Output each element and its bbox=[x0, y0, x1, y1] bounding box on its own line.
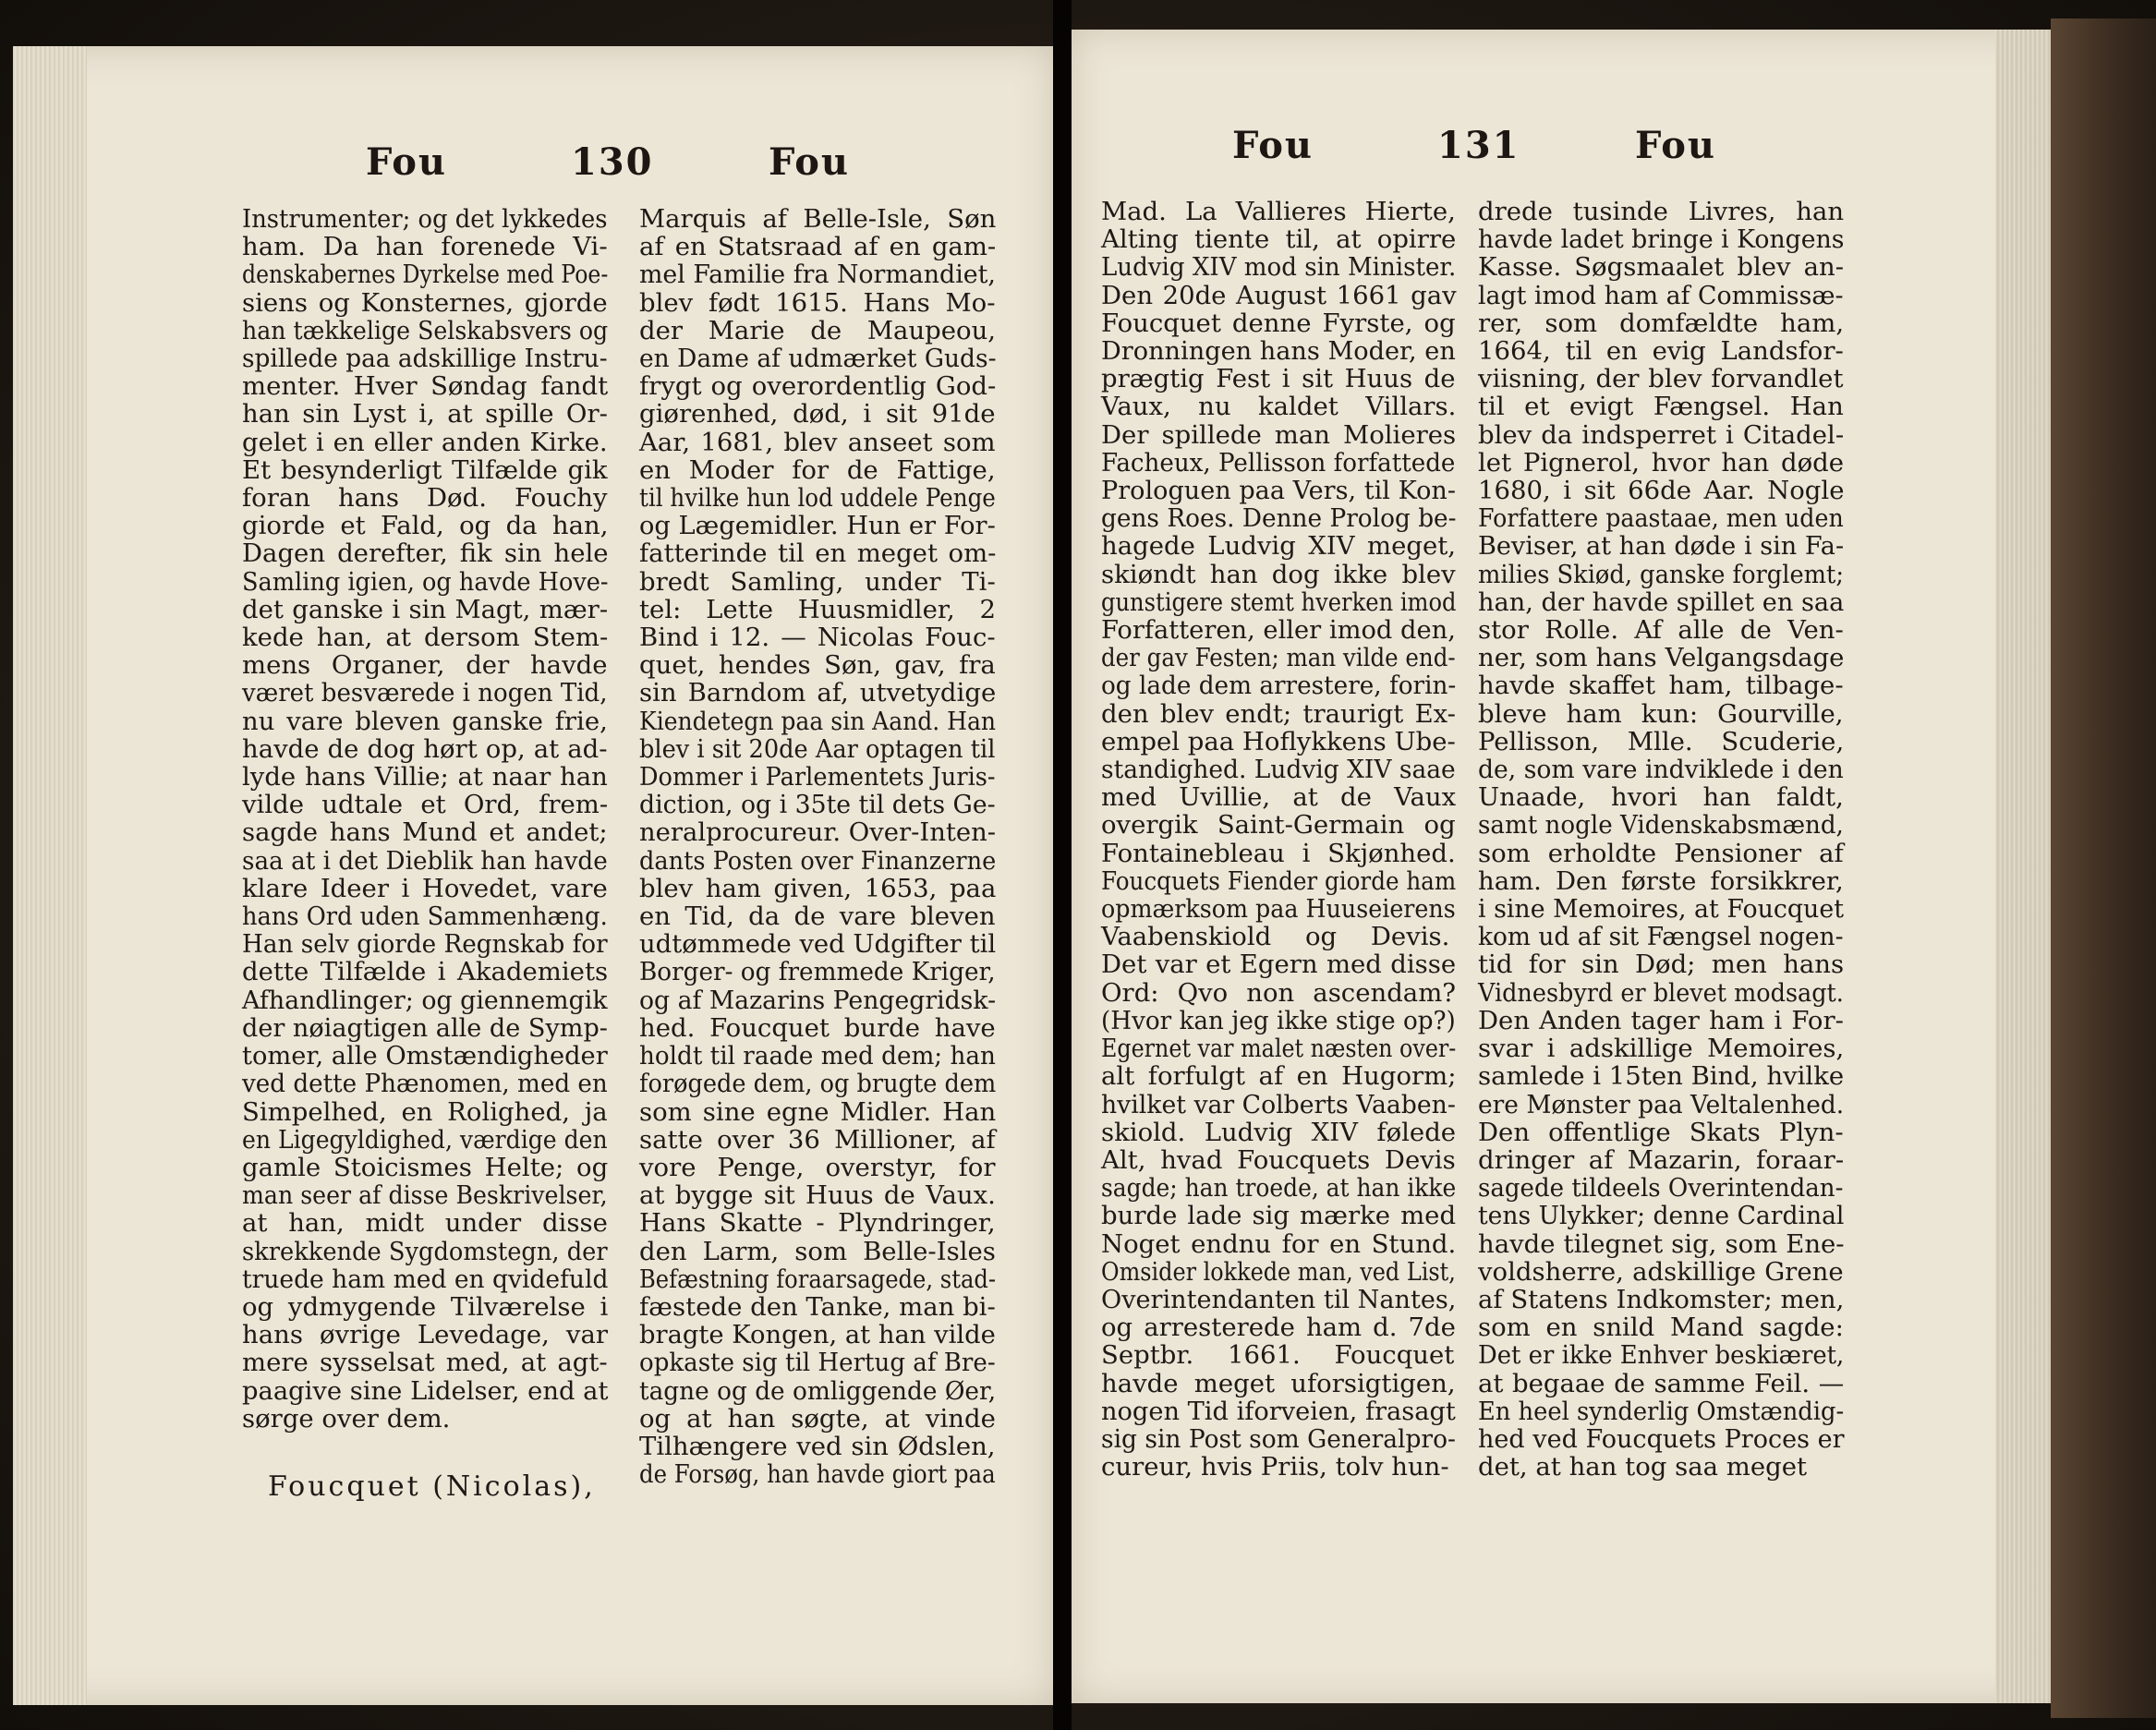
text-line: Borger- og fremmede Kriger, bbox=[639, 957, 996, 987]
text-line: gelet i en eller anden Kirke. bbox=[242, 427, 608, 457]
text-line: ham. Den første forsikkrer, bbox=[1478, 865, 1844, 896]
book-cover-edge bbox=[2051, 18, 2156, 1718]
text-line: blev født 1615. Hans Mo- bbox=[639, 287, 996, 318]
entry-heading-foucquet: Foucquet (Nicolas), bbox=[268, 1470, 596, 1503]
text-line: gamle Stoicismes Helte; og bbox=[242, 1152, 609, 1182]
text-line: kede han, at dersom Stem- bbox=[242, 623, 609, 653]
text-line: med Uvillie, at de Vaux bbox=[1101, 782, 1457, 813]
text-line: Vidnesbyrd er blevet modsagt. bbox=[1478, 977, 1844, 1008]
text-line: Septbr. 1661. Foucquet bbox=[1101, 1340, 1455, 1371]
text-line: dringer af Mazarin, foraar- bbox=[1478, 1144, 1845, 1175]
text-line: tomer, alle Omstændigheder bbox=[242, 1041, 608, 1071]
text-line: som sine egne Midler. Han bbox=[639, 1096, 997, 1127]
text-line: havde meget uforsigtigen, bbox=[1101, 1368, 1456, 1398]
text-line: Beviser, at han døde i sin Fa- bbox=[1478, 531, 1845, 562]
text-line: og lade dem arrestere, forin- bbox=[1101, 671, 1457, 701]
text-line: Samling igien, og havde Hove- bbox=[242, 566, 609, 597]
text-line: lagt imod ham af Commissæ- bbox=[1478, 280, 1844, 310]
text-line: ere Mønster paa Veltalenhed. bbox=[1478, 1089, 1845, 1119]
text-line: opkaste sig til Hertug af Bre- bbox=[639, 1348, 996, 1378]
text-line: Aar, 1681, blev anseet som bbox=[639, 427, 996, 457]
text-line: Det er ikke Enhver beskiæret, bbox=[1478, 1340, 1845, 1371]
text-line: Simpelhed, en Rolighed, ja bbox=[242, 1096, 608, 1127]
text-line: Facheux, Pellisson forfattede bbox=[1101, 447, 1456, 478]
text-line: og Lægemidler. Hun er For- bbox=[639, 511, 996, 541]
text-line: drede tusinde Livres, han bbox=[1478, 197, 1845, 226]
text-line: hed ved Foucquets Proces er bbox=[1478, 1423, 1845, 1454]
right-header-right: Fou bbox=[1635, 124, 1716, 167]
text-line: Hans Skatte - Plyndringer, bbox=[639, 1208, 996, 1239]
text-line: sørge over dem. bbox=[242, 1403, 451, 1434]
text-line: dants Posten over Finanzerne bbox=[639, 845, 997, 876]
left-page-column-2 bbox=[639, 205, 996, 1488]
text-line: Den 20de August 1661 gav bbox=[1101, 280, 1457, 310]
text-line: Ord: Qvo non ascendam? bbox=[1101, 977, 1457, 1008]
text-line: Kiendetegn paa sin Aand. Han bbox=[639, 706, 997, 736]
text-line: Unaade, hvori han faldt, bbox=[1478, 782, 1844, 813]
text-line: Den Anden tager ham i For- bbox=[1478, 1005, 1844, 1035]
text-line: cureur, hvis Priis, tolv hun- bbox=[1101, 1452, 1449, 1482]
text-line: vilde udtale et Ord, frem- bbox=[242, 790, 609, 820]
right-header-left: Fou bbox=[1232, 124, 1314, 167]
text-line: bragte Kongen, at han vilde bbox=[639, 1320, 996, 1350]
text-line: Afhandlinger; og giennemgik bbox=[242, 985, 608, 1015]
text-line: Han selv giorde Regnskab for bbox=[242, 929, 608, 960]
text-line: 1664, til en evig Landsfor- bbox=[1478, 336, 1844, 367]
text-line: En heel synderlig Omstændig- bbox=[1478, 1396, 1845, 1426]
text-line: Bind i 12. — Nicolas Fouc- bbox=[639, 623, 996, 653]
text-line: af Statens Indkomster; men, bbox=[1478, 1284, 1845, 1314]
text-line: (Hvor kan jeg ikke stige op?) bbox=[1101, 1005, 1456, 1035]
text-line: nogen Tid iforveien, frasagt bbox=[1101, 1396, 1456, 1426]
text-line: man seer af disse Beskrivelser, bbox=[242, 1180, 608, 1211]
text-line: at bygge sit Huus de Vaux. bbox=[639, 1180, 996, 1211]
text-line: der Marie de Maupeou, bbox=[639, 315, 997, 345]
text-line: tel: Lette Huusmidler, 2 bbox=[639, 594, 996, 624]
text-line: Forfatteren, eller imod den, bbox=[1101, 615, 1456, 646]
text-line: han tækkelige Selskabsvers og bbox=[242, 315, 609, 345]
text-line: Der spillede man Molieres bbox=[1101, 419, 1457, 450]
text-line: Vaabenskiold og Devis. bbox=[1101, 922, 1450, 952]
left-header-left: Fou bbox=[366, 140, 447, 184]
text-line: voldsherre, adskillige Grene bbox=[1478, 1256, 1844, 1287]
text-line: Marquis af Belle-Isle, Søn bbox=[639, 204, 997, 234]
left-page-edges bbox=[13, 46, 87, 1705]
text-line: truede ham med en qvidefuld bbox=[242, 1264, 609, 1294]
text-line: havde ladet bringe i Kongens bbox=[1478, 224, 1845, 255]
text-line: dette Tilfælde i Akademiets bbox=[242, 957, 609, 987]
text-line: vore Penge, overstyr, for bbox=[639, 1152, 996, 1182]
text-line: giørenhed, død, i sit 91de bbox=[639, 399, 996, 429]
text-line: burde lade sig mærke med bbox=[1101, 1201, 1457, 1231]
text-line: Foucquet denne Fyrste, og bbox=[1101, 308, 1456, 338]
text-line: at han, midt under disse bbox=[242, 1208, 608, 1239]
text-line: overgik Saint-Germain og bbox=[1101, 810, 1456, 841]
text-line: han sin Lyst i, at spille Or- bbox=[242, 399, 608, 429]
text-line: Alting tiente til, at opirre bbox=[1101, 224, 1457, 255]
text-line: quet, hendes Søn, gav, fra bbox=[639, 650, 996, 681]
text-line: empel paa Hoflykkens Ube- bbox=[1101, 726, 1456, 756]
text-line: den blev endt; traurigt Ex- bbox=[1101, 698, 1456, 729]
text-line: kom ud af sit Fængsel nogen- bbox=[1478, 922, 1844, 952]
text-line: Pellisson, Mlle. Scuderie, bbox=[1478, 726, 1845, 756]
text-line: let Pignerol, hvor han døde bbox=[1478, 447, 1845, 478]
text-line: bredt Samling, under Ti- bbox=[639, 566, 996, 597]
text-line: menter. Hver Søndag fandt bbox=[242, 371, 609, 402]
text-line: siens og Konsternes, gjorde bbox=[242, 287, 608, 318]
text-line: rer, som domfældte ham, bbox=[1478, 308, 1845, 338]
text-line: tagne og de omliggende Øer, bbox=[639, 1375, 997, 1406]
text-line: skiold. Ludvig XIV følede bbox=[1101, 1117, 1457, 1147]
text-line: hvilket var Colberts Vaaben- bbox=[1101, 1089, 1456, 1119]
text-line: Overintendanten til Nantes, bbox=[1101, 1284, 1457, 1314]
text-line: udtømmede ved Udgifter til bbox=[639, 929, 997, 960]
text-line: tid for sin Død; men hans bbox=[1478, 950, 1845, 980]
text-line: hed. Foucquet burde have bbox=[639, 1012, 996, 1043]
text-line: og ydmygende Tilværelse i bbox=[242, 1291, 609, 1322]
text-line: mere sysselsat med, at agt- bbox=[242, 1348, 608, 1378]
text-line: Alt, hvad Foucquets Devis bbox=[1101, 1144, 1456, 1175]
text-line: sig sin Post som Generalpro- bbox=[1101, 1423, 1456, 1454]
text-line: Et besynderligt Tilfælde gik bbox=[242, 454, 608, 485]
text-line: til et evigt Fængsel. Han bbox=[1478, 392, 1844, 422]
text-line: Det var et Egern med disse bbox=[1101, 950, 1457, 980]
text-line: Instrumenter; og det lykkedes bbox=[242, 204, 608, 234]
text-line: giorde et Fald, og da han, bbox=[242, 511, 609, 541]
text-line: Dagen derefter, fik sin hele bbox=[242, 538, 609, 569]
right-page-column-1 bbox=[1101, 198, 1456, 1481]
text-line: en Dame af udmærket Guds- bbox=[639, 344, 997, 374]
text-line: saa at i det Dieblik han havde bbox=[242, 845, 608, 876]
text-line: havde tilegnet sig, som Ene- bbox=[1478, 1228, 1845, 1259]
left-page-number: 130 bbox=[571, 140, 654, 184]
text-line: været besværede i nogen Tid, bbox=[242, 678, 608, 708]
text-line: at begaae de samme Feil. — bbox=[1478, 1368, 1845, 1398]
text-line: blev ham given, 1653, paa bbox=[639, 873, 997, 903]
right-page-column-2 bbox=[1478, 198, 1844, 1481]
text-line: gens Roes. Denne Prolog be- bbox=[1101, 503, 1457, 534]
text-line: fatterinde til en meget om- bbox=[639, 538, 997, 569]
text-line: Befæstning foraarsagede, stad- bbox=[639, 1264, 997, 1294]
text-line: der gav Festen; man vilde end- bbox=[1101, 643, 1456, 673]
text-line: Tilhængere ved sin Ødslen, bbox=[639, 1431, 996, 1461]
text-line: sagde; han troede, at han ikke bbox=[1101, 1173, 1457, 1204]
text-line: i sine Memoires, at Foucquet bbox=[1478, 894, 1844, 925]
text-line: sagde hans Mund et andet; bbox=[242, 817, 608, 848]
text-line: Omsider lokkede man, ved List, bbox=[1101, 1256, 1456, 1287]
text-line: hans øvrige Levedage, var bbox=[242, 1320, 609, 1350]
text-line: der nøiagtigen alle de Symp- bbox=[242, 1012, 608, 1043]
text-line: Vaux, nu kaldet Villars. bbox=[1101, 392, 1457, 422]
text-line: satte over 36 Millioner, af bbox=[639, 1124, 996, 1155]
text-line: opmærksom paa Huuseierens bbox=[1101, 894, 1456, 925]
text-line: hans Ord uden Sammenhæng. bbox=[242, 901, 608, 932]
text-line: af en Statsraad af en gam- bbox=[639, 232, 997, 262]
text-line: svar i adskillige Memoires, bbox=[1478, 1034, 1845, 1064]
text-line: lyde hans Villie; at naar han bbox=[242, 762, 608, 792]
text-line: ved dette Phænomen, med en bbox=[242, 1069, 608, 1099]
text-line: en Ligegyldighed, værdige den bbox=[242, 1124, 608, 1155]
text-line: og arresterede ham d. 7de bbox=[1101, 1313, 1456, 1343]
text-line: skrekkende Sygdomstegn, der bbox=[242, 1236, 608, 1266]
text-line: som erholdte Pensioner af bbox=[1478, 838, 1844, 868]
text-line: som en snild Mand sagde: bbox=[1478, 1313, 1844, 1343]
text-line: havde skaffet ham, tilbage- bbox=[1478, 671, 1844, 701]
text-line: det ganske i sin Magt, mær- bbox=[242, 594, 609, 624]
text-line: sin Barndom af, utvetydige bbox=[639, 678, 997, 708]
left-page-column-1 bbox=[242, 205, 608, 1433]
text-line: det, at han tog saa meget bbox=[1478, 1452, 1808, 1482]
text-line: tens Ulykker; denne Cardinal bbox=[1478, 1201, 1845, 1231]
text-line: ham. Da han forenede Vi- bbox=[242, 232, 608, 262]
text-line: 1680, i sit 66de Aar. Nogle bbox=[1478, 476, 1845, 506]
text-line: Fontainebleau i Skjønhed. bbox=[1101, 838, 1456, 868]
text-line: han, der havde spillet en saa bbox=[1478, 587, 1845, 617]
text-line: gunstigere stemt hverken imod bbox=[1101, 587, 1457, 617]
text-line: hagede Ludvig XIV meget, bbox=[1101, 531, 1457, 562]
text-line: viisning, der blev forvandlet bbox=[1478, 364, 1844, 394]
text-line: holdt til raade med dem; han bbox=[639, 1041, 996, 1071]
text-line: klare Ideer i Hovedet, vare bbox=[242, 873, 608, 903]
text-line: Dommer i Parlementets Juris- bbox=[639, 762, 996, 792]
text-line: havde de dog hørt op, at ad- bbox=[242, 733, 608, 764]
text-line: blev da indsperret i Citadel- bbox=[1478, 419, 1845, 450]
text-line: Egernet var malet næsten over- bbox=[1101, 1034, 1457, 1064]
text-line: mel Familie fra Normandiet, bbox=[639, 260, 996, 290]
text-line: bleve ham kun: Gourville, bbox=[1478, 698, 1844, 729]
text-line: milies Skiød, ganske forglemt; bbox=[1478, 559, 1845, 589]
text-line: og at han søgte, at vinde bbox=[639, 1403, 996, 1434]
text-line: frygt og overordentlig God- bbox=[639, 371, 997, 402]
text-line: Foucquets Fiender giorde ham bbox=[1101, 865, 1457, 896]
text-line: Kasse. Søgsmaalet blev an- bbox=[1478, 252, 1845, 283]
text-line: de Forsøg, han havde giort paa bbox=[639, 1459, 996, 1490]
text-line: fæstede den Tanke, man bi- bbox=[639, 1291, 996, 1322]
text-line: Mad. La Vallieres Hierte, bbox=[1101, 197, 1456, 226]
text-line: prægtig Fest i sit Huus de bbox=[1101, 364, 1456, 394]
text-line: Noget endnu for en Stund. bbox=[1101, 1228, 1457, 1259]
text-line: og af Mazarins Pengegridsk- bbox=[639, 985, 997, 1015]
text-line: de, som vare indviklede i den bbox=[1478, 755, 1844, 785]
text-line: en Moder for de Fattige, bbox=[639, 454, 996, 485]
text-line: Dronningen hans Moder, en bbox=[1101, 336, 1456, 367]
text-line: paagive sine Lidelser, end at bbox=[242, 1375, 609, 1406]
text-line: alt forfulgt af en Hugorm; bbox=[1101, 1061, 1457, 1092]
text-line: til hvilke hun lod uddele Penge bbox=[639, 483, 996, 514]
text-line: mens Organer, der havde bbox=[242, 650, 608, 681]
text-line: en Tid, da de vare bleven bbox=[639, 901, 996, 932]
text-line: standighed. Ludvig XIV saae bbox=[1101, 755, 1456, 785]
text-line: blev i sit 20de Aar optagen til bbox=[639, 733, 996, 764]
right-page-number: 131 bbox=[1437, 124, 1520, 167]
text-line: diction, og i 35te til dets Ge- bbox=[639, 790, 996, 820]
text-line: ner, som hans Velgangsdage bbox=[1478, 643, 1845, 673]
text-line: Forfattere paastaae, men uden bbox=[1478, 503, 1844, 534]
text-line: neralprocureur. Over-Inten- bbox=[639, 817, 997, 848]
text-line: foran hans Død. Fouchy bbox=[242, 483, 608, 514]
text-line: denskabernes Dyrkelse med Poe- bbox=[242, 260, 609, 290]
text-line: sagede tildeels Overintendan- bbox=[1478, 1173, 1844, 1204]
text-line: Ludvig XIV mod sin Minister. bbox=[1101, 252, 1457, 283]
text-line: Den offentlige Skats Plyn- bbox=[1478, 1117, 1844, 1147]
text-line: samlede i 15ten Bind, hvilke bbox=[1478, 1061, 1845, 1092]
text-line: Prologuen paa Vers, til Kon- bbox=[1101, 476, 1456, 506]
left-header-right: Fou bbox=[769, 140, 850, 184]
text-line: skiøndt han dog ikke blev bbox=[1101, 559, 1456, 589]
text-line: den Larm, som Belle-Isles bbox=[639, 1236, 996, 1266]
text-line: stor Rolle. Af alle de Ven- bbox=[1478, 615, 1844, 646]
text-line: nu vare bleven ganske frie, bbox=[242, 706, 608, 736]
book-gutter bbox=[1053, 0, 1072, 1730]
text-line: spillede paa adskillige Instru- bbox=[242, 344, 608, 374]
right-page-edges bbox=[1995, 30, 2051, 1703]
text-line: samt nogle Videnskabsmænd, bbox=[1478, 810, 1844, 841]
text-line: forøgede dem, og brugte dem bbox=[639, 1069, 997, 1099]
